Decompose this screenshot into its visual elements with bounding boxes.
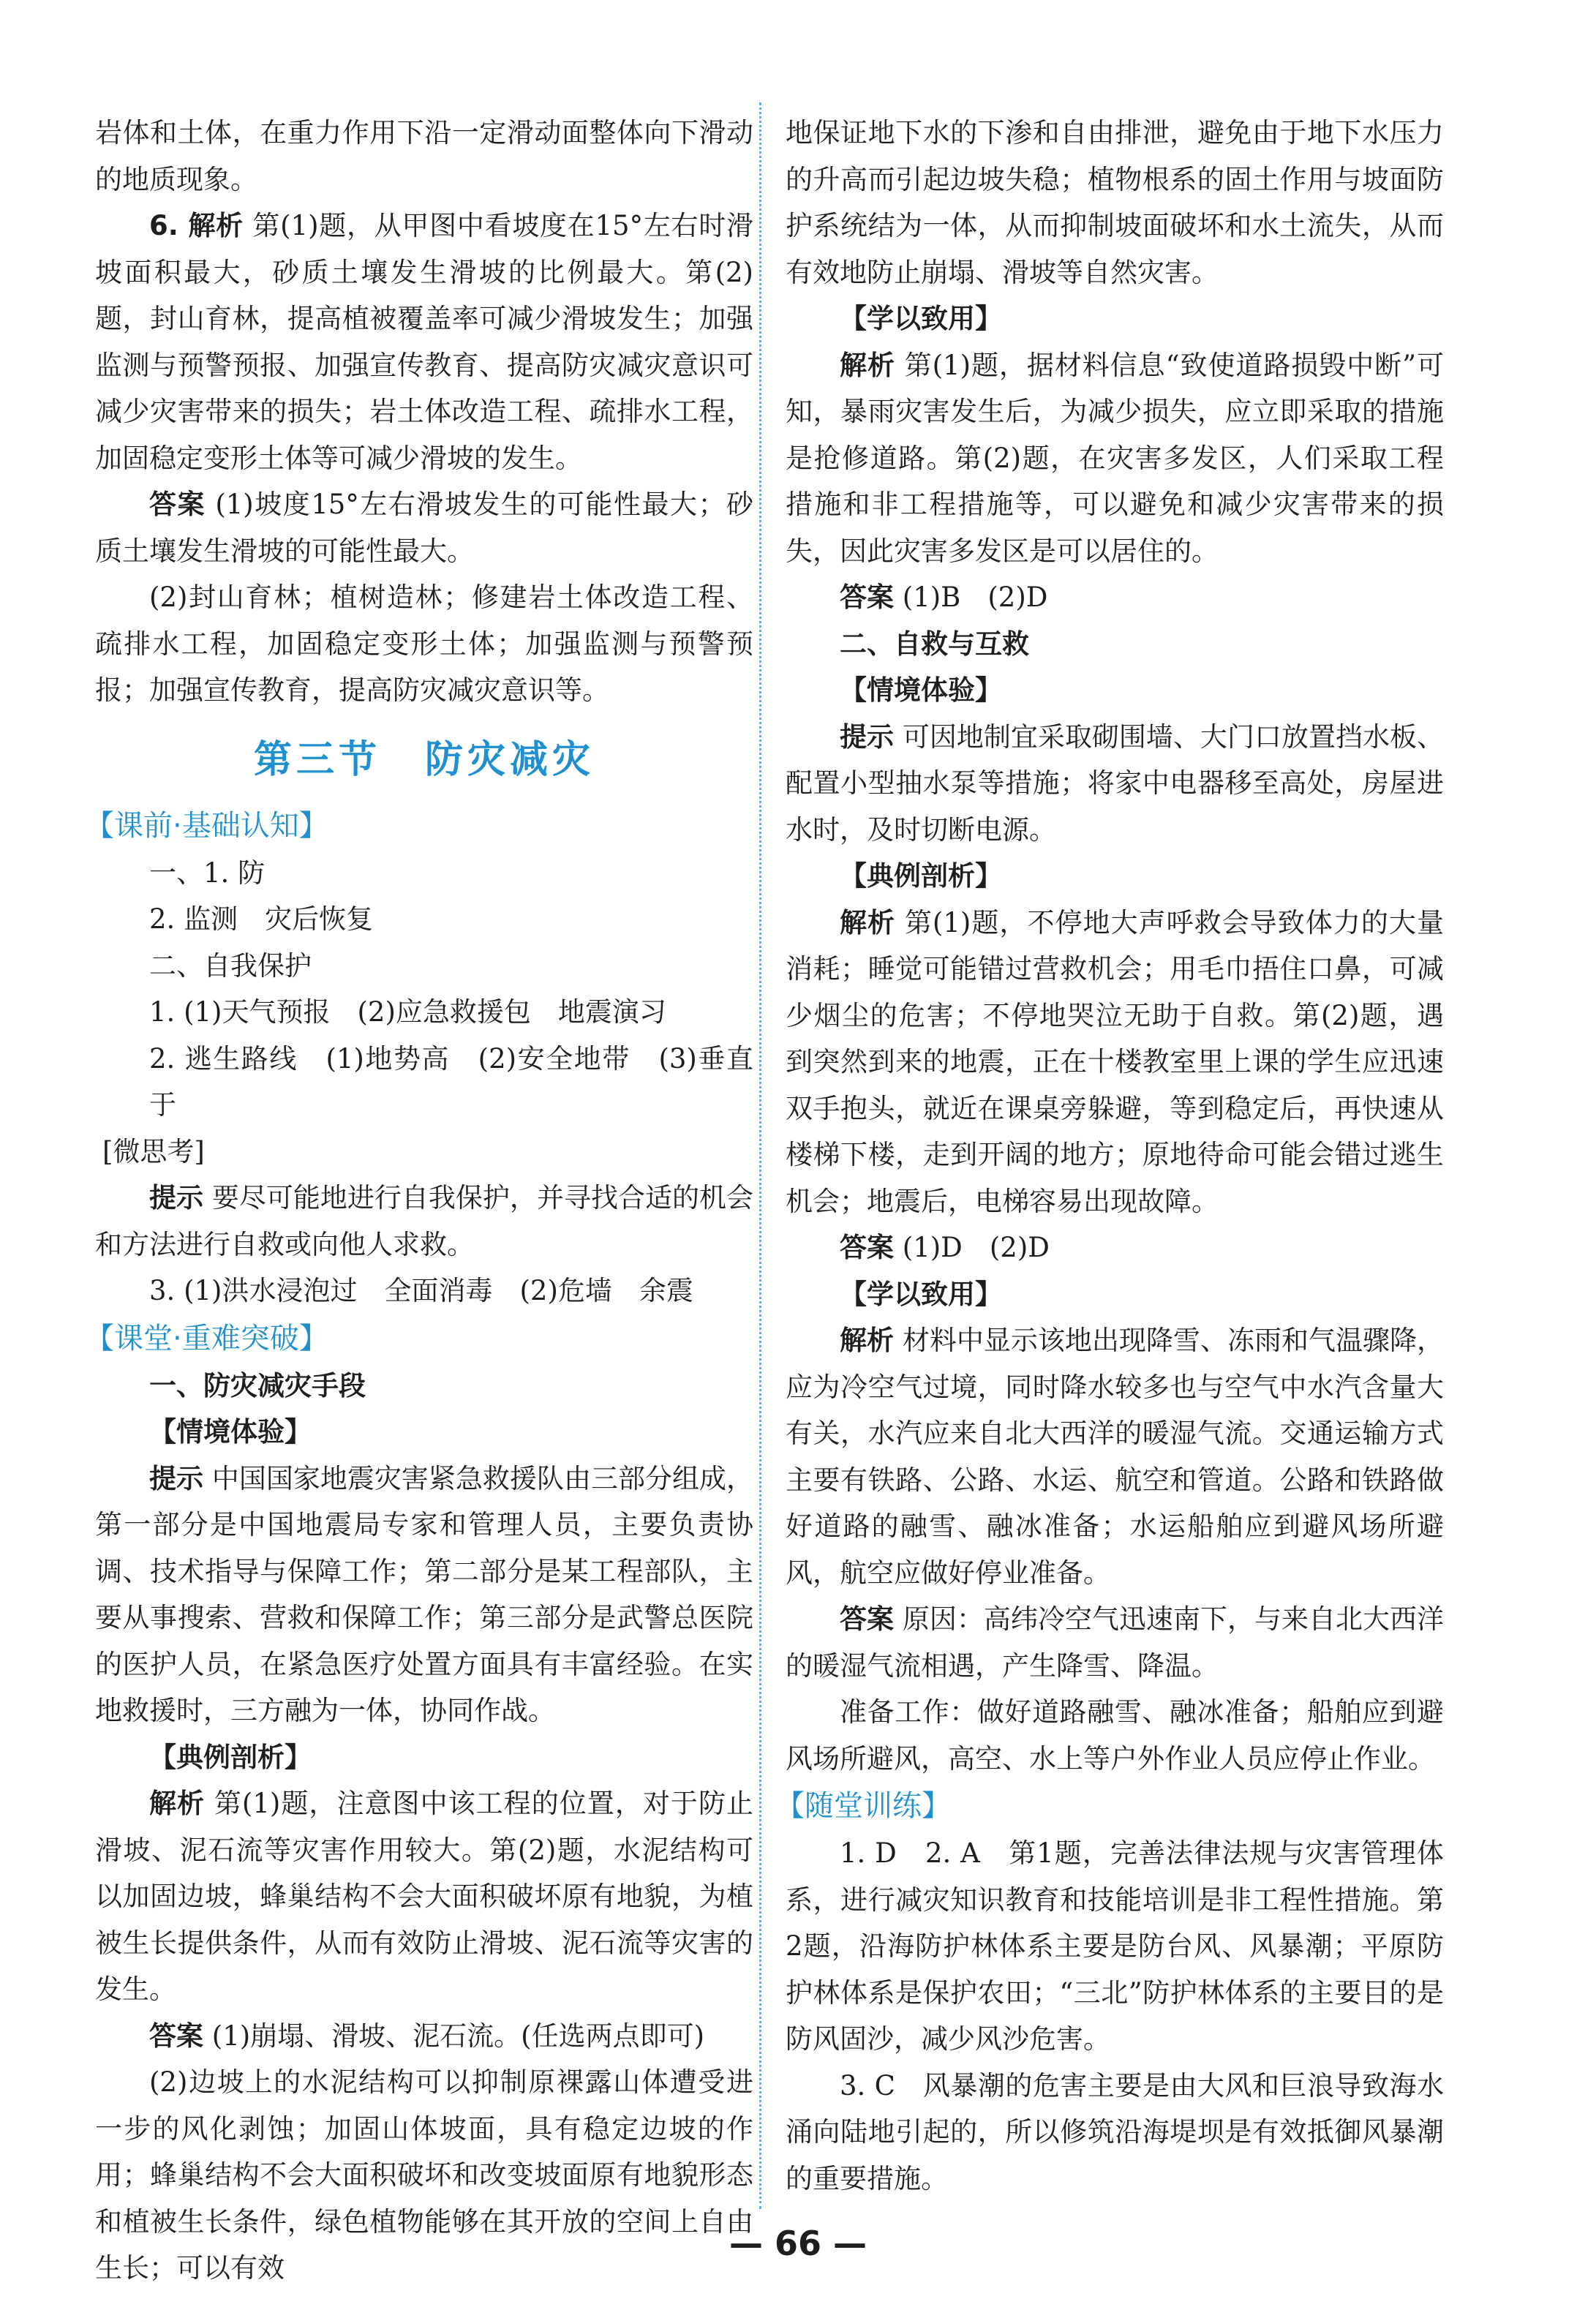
- paragraph-text: 可因地制宜采取砌围墙、大门口放置挡水板、配置小型抽水泵等措施；将家中电器移至高处，房屋进水时，及时切断电源。: [786, 720, 1445, 846]
- paragraph-label: 提示: [840, 720, 895, 753]
- labeled-paragraph: [95, 1456, 753, 1734]
- paragraph-text: 材料中显示该地出现降雪、冻雨和气温骤降，应为冷空气过境，同时降水较多也与空气中水汽含量大有关，水汽应来自北大西洋的暖湿气流。交通运输方式主要有铁路、公路、水运、航空和管道。公路和铁路做好道路的融雪、融冰准备；水运船舶应到避风场所避风，航空应做好停业准备。: [786, 1325, 1445, 1589]
- paragraph-text: 第(1)题，从甲图中看坡度在15°左右时滑坡面积最大，砂质土壤发生滑坡的比例最大。第(2)题，封山育林，提高植被覆盖率可减少滑坡发生；加强监测与预警预报、加强宣传教育、提高防灾减灾意识可减少灾害带来的损失；岩土体改造工程、疏排水工程，加固稳定变形土体等可减少滑坡的发生。: [95, 210, 754, 474]
- section-title: [95, 727, 753, 793]
- paragraph-text: (1)崩塌、滑坡、泥石流。(任选两点即可): [211, 2020, 705, 2052]
- subheading: 【学以致用】: [840, 1278, 1002, 1310]
- paragraph-text: (1)D (2)D: [902, 1232, 1050, 1263]
- labeled-paragraph: [95, 481, 753, 574]
- subheading: 【典例剖析】: [840, 860, 1002, 892]
- labeled-paragraph: [786, 900, 1444, 1225]
- paragraph-text: 第(1)题，据材料信息“致使道路损毁中断”可知，暴雨灾害发生后，为减少损失，应立即采取的措施是抢修道路。第(2)题，在灾害多发区，人们采取工程措施和非工程措施等，可以避免和减少灾害带来的损失，因此灾害多发区是可以居住的。: [786, 349, 1445, 567]
- labeled-paragraph: [95, 1175, 753, 1268]
- labeled-paragraph: [95, 1780, 753, 2013]
- paragraph-text: (1)B (2)D: [902, 582, 1048, 613]
- paragraph: [微思考]: [102, 1135, 205, 1167]
- paragraph-label: 解析: [840, 906, 896, 938]
- column-divider: [759, 102, 761, 2209]
- paragraph-label: 答案: [149, 2020, 203, 2052]
- section-heading: 【随堂训练】: [775, 1789, 951, 1823]
- paragraph: 1. (1)天气预报 (2)应急救援包 地震演习: [149, 996, 666, 1028]
- subheading: 【情境体验】: [149, 1416, 312, 1448]
- labeled-paragraph: [786, 574, 1444, 621]
- labeled-paragraph: [786, 342, 1444, 575]
- paragraph: 岩体和土体，在重力作用下沿一定滑动面整体向下滑动的地质现象。: [95, 117, 753, 195]
- section-name: 防灾减灾: [425, 737, 595, 782]
- subheading: 【学以致用】: [840, 303, 1002, 334]
- paragraph-text: 第(1)题，不停地大声呼救会导致体力的大量消耗；睡觉可能错过营救机会；用毛巾捂住口鼻，可减少烟尘的危害；不停地哭泣无助于自救。第(2)题，遇到突然到来的地震，正在十楼教室里上课的学生应迅速双手抱头，就近在课桌旁躲避，等到稳定后，再快速从楼梯下楼，走到开阔的地方；原地待命可能会错过逃生机会；地震后，电梯容易出现故障。: [786, 906, 1444, 1217]
- right-column: [775, 110, 1445, 2202]
- labeled-paragraph: [95, 2013, 753, 2060]
- paragraph: 准备工作：做好道路融雪、融冰准备；船舶应到避风场所避风，高空、水上等户外作业人员应停止作业。: [786, 1696, 1444, 1775]
- paragraph-label: 提示: [149, 1462, 204, 1494]
- paragraph-label: 提示: [149, 1182, 204, 1213]
- paragraph: 二、自我保护: [149, 949, 312, 982]
- subheading: 二、自救与互救: [840, 628, 1029, 660]
- paragraph: 2. 监测 灾后恢复: [149, 903, 374, 935]
- paragraph: (2)边坡上的水泥结构可以抑制原裸露山体遭受进一步的风化剥蚀；加固山体坡面，具有稳定边坡的作用；蜂巢结构不会大面积破坏和改变坡面原有地貌形态和植被生长条件，绿色植物能够在其开放的空间上自由生长；可以有效: [95, 2066, 753, 2284]
- paragraph-text: 要尽可能地进行自我保护，并寻找合适的机会和方法进行自救或向他人求救。: [95, 1182, 754, 1260]
- paragraph-label: 答案: [840, 1232, 894, 1263]
- subheading: 【情境体验】: [840, 674, 1002, 706]
- paragraph-label: 答案: [840, 1603, 895, 1635]
- paragraph-text: 原因：高纬冷空气迅速南下，与来自北大西洋的暖湿气流相遇，产生降雪、降温。: [786, 1603, 1445, 1682]
- paragraph-label: 答案: [840, 582, 894, 613]
- paragraph-text: 第(1)题，注意图中该工程的位置，对于防止滑坡、泥石流等灾害作用较大。第(2)题，水泥结构可以加固边坡，蜂巢结构不会大面积破坏原有地貌，为植被生长提供条件，从而有效防止滑坡、泥石流等灾害的发生。: [95, 1788, 753, 2005]
- paragraph-label: 解析: [840, 1325, 895, 1356]
- left-column: [85, 110, 754, 2292]
- subheading: 【典例剖析】: [149, 1741, 312, 1773]
- paragraph: 一、1. 防: [149, 857, 266, 889]
- section-heading: 【课堂·重难突破】: [85, 1321, 328, 1355]
- section-heading: 【课前·基础认知】: [85, 808, 328, 843]
- labeled-paragraph: [786, 1224, 1444, 1271]
- paragraph-text: (1)坡度15°左右滑坡发生的可能性最大；砂质土壤发生滑坡的可能性最大。: [95, 489, 754, 567]
- labeled-paragraph: [786, 714, 1444, 854]
- labeled-paragraph: [95, 203, 753, 481]
- section-number: 第三节: [253, 737, 381, 782]
- paragraph: 地保证地下水的下渗和自由排泄，避免由于地下水压力的升高而引起边坡失稳；植物根系的固土作用与坡面防护系统结为一体，从而抑制坡面破坏和水土流失，从而有效地防止崩塌、滑坡等自然灾害。: [786, 117, 1444, 288]
- paragraph-label: 答案: [149, 489, 206, 520]
- paragraph: 1. D 2. A 第1题，完善法律法规与灾害管理体系，进行减灾知识教育和技能培训是非工程性措施。第2题，沿海防护林体系主要是防台风、风暴潮；平原防护林体系是保护农田；“三北”防护林体系的主要目的是防风固沙，减少风沙危害。: [786, 1837, 1444, 2055]
- paragraph-label: 6. 解析: [149, 210, 244, 241]
- paragraph-label: 解析: [840, 349, 895, 381]
- page-number: — 66 —: [729, 2224, 867, 2263]
- labeled-paragraph: [786, 1596, 1444, 1689]
- paragraph: 3. (1)洪水浸泡过 全面消毒 (2)危墙 余震: [149, 1275, 693, 1306]
- paragraph: 2. 逃生路线 (1)地势高 (2)安全地带 (3)垂直于: [149, 1042, 753, 1121]
- paragraph-text: 中国国家地震灾害紧急救援队由三部分组成，第一部分是中国地震局专家和管理人员，主要负责协调、技术指导与保障工作；第二部分是某工程部队，主要从事搜索、营救和保障工作；第三部分是武警总医院的医护人员，在紧急医疗处置方面具有丰富经验。在实地救援时，三方融为一体，协同作战。: [95, 1462, 754, 1726]
- paragraph-label: 解析: [149, 1788, 206, 1819]
- labeled-paragraph: [786, 1317, 1444, 1596]
- paragraph: (2)封山育林；植树造林；修建岩土体改造工程、疏排水工程，加固稳定变形土体；加强监测与预警预报；加强宣传教育，提高防灾减灾意识等。: [95, 582, 753, 706]
- paragraph: 3. C 风暴潮的危害主要是由大风和巨浪导致海水涌向陆地引起的，所以修筑沿海堤坝是有效抵御风暴潮的重要措施。: [786, 2069, 1444, 2194]
- subheading: 一、防灾减灾手段: [149, 1369, 366, 1401]
